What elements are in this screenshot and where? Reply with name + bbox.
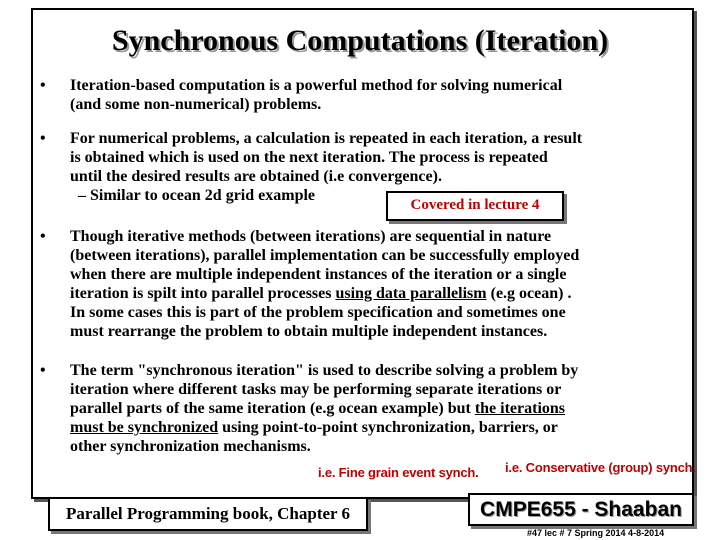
bullet-line: (and some non-numerical) problems. (70, 96, 322, 113)
text-run: iteration is spilt into parallel processes (70, 285, 336, 302)
conservative-synch-note: i.e. Conservative (group) synch. (505, 460, 696, 475)
bullet-line (70, 284, 579, 303)
bullet-line: other synchronization mechanisms. (70, 438, 311, 455)
bullet-line: is obtained which is used on the next iteration. The process is repeated (70, 149, 548, 166)
bullet-dot-icon: • (40, 228, 46, 245)
bullet-line (70, 399, 578, 418)
book-reference-box: Parallel Programming book, Chapter 6 (48, 497, 368, 531)
bullet-line (70, 418, 578, 437)
bullet-line: iteration where different tasks may be performing separate iterations or (70, 381, 562, 398)
bullet-line: when there are multiple independent instances of the iteration or a single (70, 266, 567, 283)
bullet-dot-icon: • (40, 130, 46, 147)
bullet-line: Iteration-based computation is a powerful method for solving numerical (70, 77, 563, 94)
course-label-box: CMPE655 - Shaaban (468, 493, 694, 526)
bullet-iteration-based (30, 76, 562, 114)
text-run: parallel parts of the same iteration (e.g ocean example) but (70, 400, 475, 417)
bullet-line: (between iterations), parallel implementation can be successfully employed (70, 247, 580, 264)
underlined-the-iterations: the iterations (474, 400, 566, 417)
bullet-line: In some cases this is part of the problem specification and sometimes one (70, 304, 566, 321)
sub-item-ocean-grid: – Similar to ocean 2d grid example (78, 187, 316, 204)
underlined-data-parallelism: using data parallelism (335, 285, 487, 302)
underlined-must-be-synchronized: must be synchronized (70, 419, 219, 436)
bullet-dot-icon: • (40, 77, 46, 94)
bullet-synchronous-iteration (30, 361, 578, 456)
bullet-dot-icon: • (40, 362, 46, 379)
bullet-iterative-methods (30, 227, 579, 341)
bullet-line: Though iterative methods (between iterations) are sequential in nature (70, 228, 552, 245)
bullet-line: until the desired results are obtained (i.e convergence). (70, 168, 442, 185)
covered-in-lecture-note: Covered in lecture 4 (386, 191, 564, 221)
bullet-line: The term "synchronous iteration" is used to describe solving a problem by (70, 362, 579, 379)
slide-footer: #47 lec # 7 Spring 2014 4-8-2014 (527, 528, 665, 538)
bullet-line: must rearrange the problem to obtain multiple independent instances. (70, 323, 548, 340)
slide-title: Synchronous Computations (Iteration) (111, 24, 609, 57)
text-run: (e.g ocean) . (486, 285, 572, 302)
bullet-line: For numerical problems, a calculation is repeated in each iteration, a result (70, 130, 583, 147)
text-run: using point-to-point synchronization, barriers, or (218, 419, 558, 436)
fine-grain-note: i.e. Fine grain event synch. (318, 465, 479, 480)
